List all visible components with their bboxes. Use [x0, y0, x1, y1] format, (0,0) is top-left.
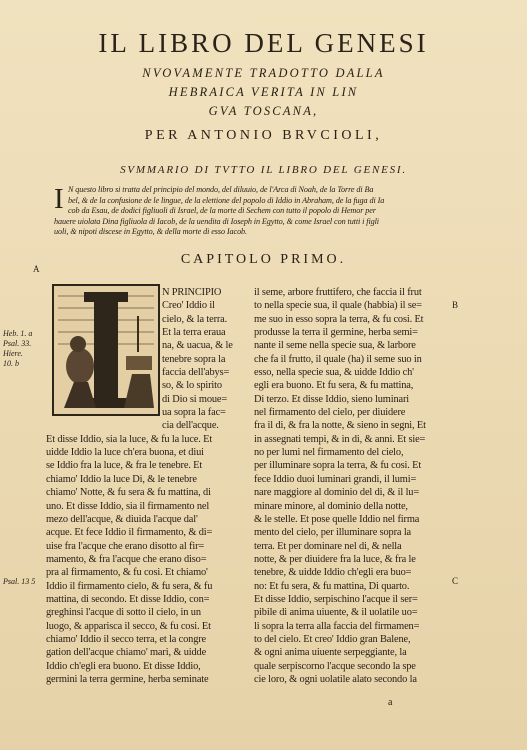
margin-reference: Psal. 13 5: [3, 577, 36, 586]
text-line: cie loro, & ogni uolatile alato secondo la: [254, 673, 417, 685]
text-line: chiamo' Iddio il secco terra, et la congre: [46, 633, 207, 645]
text-line: in assegnati tempi, & in di, & anni. Et sie=: [254, 433, 426, 445]
decorated-initial-woodcut: [52, 284, 160, 416]
summary-line: bel, & de la confusione de le lingue, de la elettione del popolo di Iddio in Abraham, de la fuga di Ia: [68, 195, 385, 205]
text-line: mattina, di secondo. Et disse Iddio, con=: [46, 593, 210, 605]
author-line: PER ANTONIO BRVCIOLI,: [144, 128, 383, 143]
text-line: chiamo' Notte, & fu sera & fu mattina, di: [46, 487, 211, 499]
text-line: uno. Et disse Iddio, sia il firmamento nel: [46, 500, 210, 512]
text-line: fra il di, & fra la notte, & sieno in segni, Et: [254, 420, 426, 432]
text-line: so, & lo spirito: [162, 380, 222, 392]
text-line: minare minore, al dominio della notte,: [254, 500, 408, 512]
text-line: to nella specie sua, il quale (habbia) il se=: [254, 300, 422, 312]
text-line: terra. Et per dominare nel di, & nella: [254, 540, 402, 552]
margin-reference: Psal. 33.: [3, 339, 32, 348]
subtitle-line-1: NVOVAMENTE TRADOTTO DALLA: [142, 66, 385, 80]
text-line: ua sopra la fac=: [162, 407, 226, 419]
text-line: & ogni anima uiuente serpeggiante, la: [254, 647, 407, 659]
margin-reference: Heb. 1. a: [3, 329, 33, 338]
text-line: to del cielo. Et creo' Iddio gran Balene,: [254, 633, 411, 645]
text-line: luogo, & apparisca il secco, & fu cosi. Et: [46, 620, 211, 632]
text-line: mento del cielo, per illuminare sopra la: [254, 527, 412, 539]
text-line: nare maggiore al dominio del di, & il lu=: [254, 487, 420, 499]
text-line: gation dell'acque chiamo' mari, & uidde: [46, 647, 207, 659]
text-line: Creo' Iddio il: [162, 300, 215, 312]
margin-reference: Hiere.: [3, 349, 23, 358]
text-line: cielo, & la terra.: [162, 313, 228, 325]
text-line: no: Et fu sera, & fu mattina, Di quarto.: [254, 580, 410, 592]
text-line: di Dio si moue=: [162, 393, 228, 405]
text-line: Iddio ch'egli era buono. Et disse Iddio,: [46, 660, 201, 672]
summary-heading: SVMMARIO DI TVTTO IL LIBRO DEL GENESI.: [120, 164, 407, 176]
text-line: per illuminare sopra la terra, & fu cosi. Et: [254, 460, 422, 472]
text-line: na, & uacua, & le: [162, 340, 233, 352]
summary-line: uoli, & nipoti discese in Egytto, & della morte di esso Iacob.: [54, 227, 248, 236]
book-title: IL LIBRO DEL GENESI: [98, 28, 429, 58]
text-line: & le stelle. Et pose quelle Iddio nel firma: [254, 513, 420, 525]
left-column-beside-initial: [162, 286, 233, 433]
text-line: fece Iddio duoi luminari grandi, il lumi=: [254, 473, 417, 485]
text-line: li sopra la terra alla faccia del firmamen=: [254, 620, 420, 632]
subtitle-line-3: GVA TOSCANA,: [208, 104, 319, 118]
text-line: germini la terra germine, herba seminate: [46, 673, 209, 685]
text-line: Et la terra eraua: [162, 327, 226, 339]
subtitle-line-2: HEBRAICA VERITA IN LIN: [168, 85, 359, 99]
text-line: Iddio il firmamento cielo, & fu sera, & fu: [46, 580, 213, 592]
text-line: mamento, & fra l'acque che erano diso=: [46, 553, 207, 565]
text-line: uidde Iddio la luce ch'era buona, et diui: [46, 447, 204, 459]
text-line: pra al firmamento, & fu cosi. Et chiamo': [46, 567, 208, 579]
left-column-text: [46, 433, 212, 687]
chapter-heading: CAPITOLO PRIMO.: [180, 252, 347, 267]
text-line: mezo dell'acque, & diuida l'acque dal': [46, 513, 198, 525]
text-line: produsse la terra il germine, herba semi=: [254, 327, 418, 339]
text-line: quale serpiscorno l'acque secondo la spe: [254, 660, 416, 672]
text-line: il seme, arbore fruttifero, che faccia il frut: [254, 287, 422, 298]
margin-references: [3, 329, 32, 369]
text-line: tenebre sopra la: [162, 353, 226, 365]
summary-initial: I: [54, 183, 64, 215]
text-line: faccia dell'abys=: [162, 367, 230, 379]
text-line: greghinsi l'acque di sotto il cielo, in un: [46, 607, 201, 619]
text-line: notte, & per diuidere fra la luce, & fra le: [254, 553, 416, 565]
margin-letter-c: C: [452, 576, 459, 586]
margin-letter-a: A: [33, 264, 40, 274]
text-line: nel firmamento del cielo, per diuidere: [254, 407, 406, 419]
right-column-text: [254, 286, 426, 686]
summary-line: cob da Esau, de dodici figliuoli di Israel, de la morte di Sechem con tutto il popolo di Hemor per: [68, 206, 376, 215]
text-line: no per lumi nel firmamento del cielo,: [254, 447, 404, 459]
text-line: che fa il frutto, il quale (ha) il seme suo in: [254, 353, 422, 365]
margin-letter-b: B: [452, 300, 459, 310]
summary-line: N questo libro si tratta del principio del mondo, del diluuio, de l'Arca di Noah, de la Torre di Ba: [68, 185, 374, 194]
text-line: Di terzo. Et disse Iddio, sieno luminari: [254, 393, 410, 405]
text-line: uise fra l'acque che erano disotto al fir=: [46, 540, 205, 552]
text-line: acque. Et fece Iddio il firmamento, & di=: [46, 527, 213, 539]
text-line: se Iddio fra la luce, & fra le tenebre. Et: [46, 460, 203, 472]
signature-mark: a: [388, 697, 393, 708]
text-line: esso, nella specie sua, & uidde Iddio ch': [254, 367, 414, 379]
text-line: nante il seme nella specie sua, & larbore: [254, 340, 416, 352]
text-line: Et disse Iddio, sia la luce, & fu la luce. Et: [46, 433, 213, 445]
margin-reference: 10. b: [3, 359, 19, 368]
text-line: chiamo' Iddio la luce Di, & le tenebre: [46, 473, 197, 485]
text-line: N PRINCIPIO: [162, 287, 222, 298]
text-line: Et disse Iddio, serpischino l'acque il ser=: [254, 593, 418, 605]
text-line: me suo in esso sopra la terra, & fu cosi. Et: [254, 313, 424, 325]
summary-line: hauere uiolata Dina figliuola di Iacob, de la uendita di Ioseph in Egytto, & come Israel con tutti i figli: [54, 216, 379, 226]
text-line: cia dell'acque.: [162, 420, 219, 432]
text-line: tenebre, & uidde Iddio ch'egli era buo=: [254, 567, 412, 579]
text-line: egli era buono. Et fu sera, & fu mattina,: [254, 380, 414, 392]
text-line: pibile di anima uiuente, & il uolatile uo=: [254, 607, 418, 619]
